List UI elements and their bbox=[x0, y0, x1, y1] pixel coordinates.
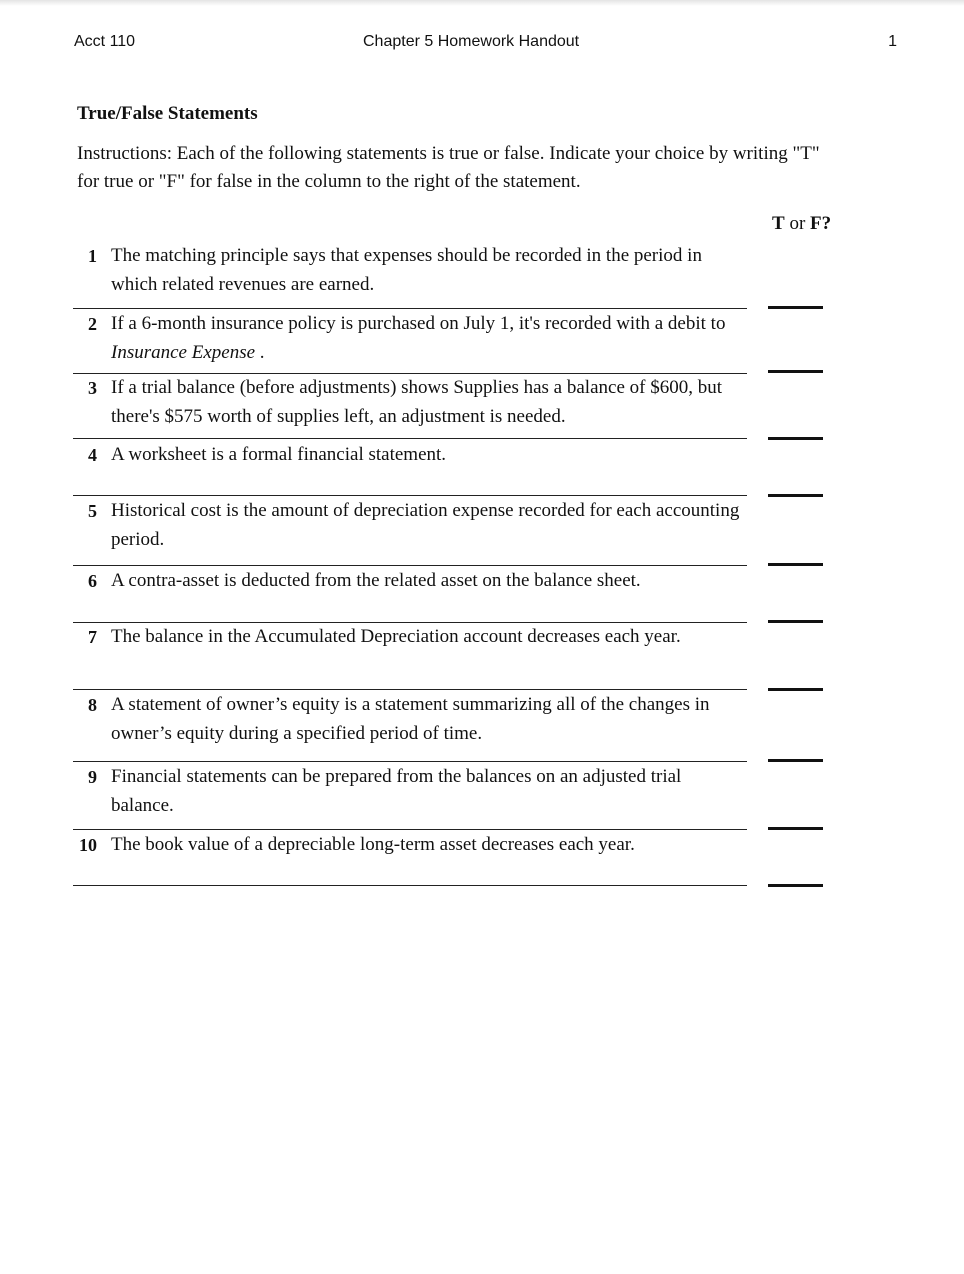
answer-blank-8[interactable] bbox=[768, 759, 823, 762]
question-number: 6 bbox=[88, 571, 97, 591]
question-text: If a trial balance (before adjustments) shows Supplies has a balance of $600, but there's $575 worth of supplies left, an adjustment is needed. bbox=[111, 377, 722, 427]
answer-column-f: F? bbox=[810, 213, 832, 234]
question-divider bbox=[73, 689, 747, 690]
question-text bbox=[111, 310, 741, 367]
instructions-text: Instructions: Each of the following statements is true or false. Indicate your choice by writing "T" for true or "F" for false in the column to the right of the statement. bbox=[77, 143, 820, 192]
question-number: 2 bbox=[88, 314, 97, 334]
question-number: 1 bbox=[88, 246, 97, 266]
question-text: The book value of a depreciable long-term asset decreases each year. bbox=[111, 834, 635, 855]
question-number: 9 bbox=[88, 767, 97, 787]
section-title: True/False Statements bbox=[77, 103, 258, 124]
page-top-edge bbox=[0, 0, 964, 6]
answer-blank-6[interactable] bbox=[768, 620, 823, 623]
question-number: 10 bbox=[79, 835, 97, 855]
question-divider bbox=[73, 308, 747, 309]
question-divider bbox=[73, 495, 747, 496]
answer-blank-4[interactable] bbox=[768, 494, 823, 497]
question-number: 3 bbox=[88, 378, 97, 398]
question-divider bbox=[73, 565, 747, 566]
question-divider bbox=[73, 829, 747, 830]
page-header bbox=[0, 33, 964, 55]
question-text: The balance in the Accumulated Depreciation account decreases each year. bbox=[111, 626, 681, 647]
question-text: A worksheet is a formal financial statement. bbox=[111, 444, 447, 465]
answer-column-or: or bbox=[784, 213, 811, 234]
question-text: A contra-asset is deducted from the related asset on the balance sheet. bbox=[111, 570, 641, 591]
question-divider bbox=[73, 761, 747, 762]
answer-blank-3[interactable] bbox=[768, 437, 823, 440]
document-title: Chapter 5 Homework Handout bbox=[363, 33, 580, 50]
answer-blank-9[interactable] bbox=[768, 827, 823, 830]
course-code: Acct 110 bbox=[74, 33, 136, 50]
question-number: 7 bbox=[88, 627, 97, 647]
question-divider bbox=[73, 438, 747, 439]
question-text-end: . bbox=[255, 341, 265, 363]
question-number: 8 bbox=[88, 695, 97, 715]
account-name-italic: Insurance Expense bbox=[111, 341, 256, 363]
answer-blank-10[interactable] bbox=[768, 884, 823, 887]
question-text: Historical cost is the amount of depreciation expense recorded for each accounting period. bbox=[111, 500, 740, 550]
page-number: 1 bbox=[888, 33, 897, 50]
answer-blank-7[interactable] bbox=[768, 688, 823, 691]
answer-column-header bbox=[772, 213, 831, 235]
answer-column-t: T bbox=[772, 213, 785, 234]
question-number: 5 bbox=[88, 501, 97, 521]
answer-blank-2[interactable] bbox=[768, 370, 823, 373]
answer-blank-5[interactable] bbox=[768, 563, 823, 566]
question-text: A statement of owner’s equity is a statement summarizing all of the changes in owner’s equity during a specified period of time. bbox=[111, 694, 710, 744]
answer-blank-1[interactable] bbox=[768, 306, 823, 309]
question-text: Financial statements can be prepared from the balances on an adjusted trial balance. bbox=[111, 766, 682, 816]
question-text: The matching principle says that expenses should be recorded in the period in which related revenues are earned. bbox=[111, 245, 702, 295]
question-divider bbox=[73, 885, 747, 886]
question-text-plain: If a 6-month insurance policy is purchased on July 1, it's recorded with a debit to bbox=[111, 313, 726, 334]
question-number: 4 bbox=[88, 445, 97, 465]
